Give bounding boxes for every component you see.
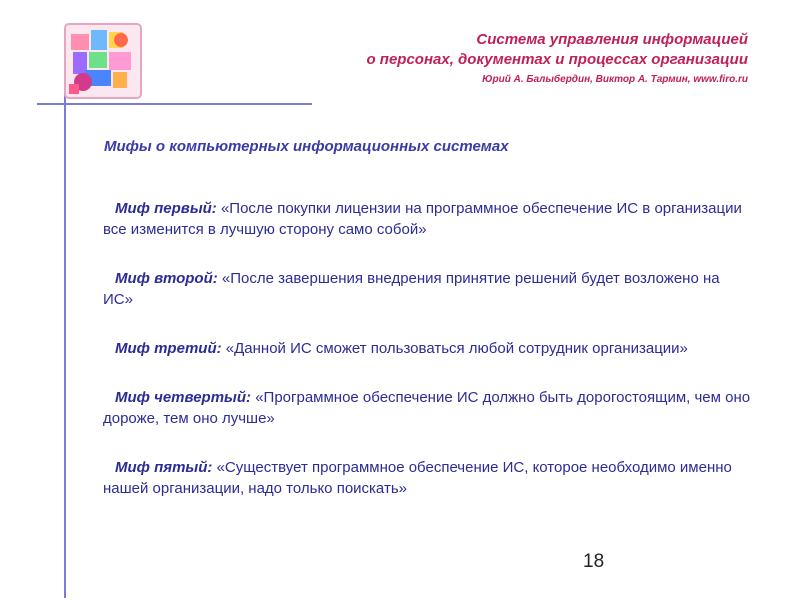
header-title-line1: Система управления информацией <box>476 31 748 48</box>
page-number: 18 <box>583 551 605 572</box>
myth-label: Миф четвертый: <box>115 389 252 406</box>
vertical-rule <box>64 45 66 598</box>
header <box>366 30 748 85</box>
slide-subtitle: Мифы о компьютерных информационных системах <box>104 138 509 155</box>
myth-text: «Существует программное обеспечение ИС, которое необходимо именно нашей организации, надо только поискать» <box>103 459 732 497</box>
myth-item <box>103 198 753 240</box>
myth-text: «После завершения внедрения принятие решений будет возложено на ИС» <box>103 270 720 308</box>
header-title-line2: о персонах, документах и процессах организации <box>366 51 748 68</box>
myth-label: Миф третий: <box>115 340 222 357</box>
myth-item <box>103 268 753 310</box>
myth-item <box>103 338 753 359</box>
myth-label: Миф пятый: <box>115 459 213 476</box>
header-authors: Юрий А. Балыбердин, Виктор А. Тармин, www.firo.ru <box>482 74 748 85</box>
logo-icon <box>63 22 143 100</box>
myth-label: Миф первый: <box>115 200 217 217</box>
myth-item <box>103 387 753 429</box>
myth-text: «После покупки лицензии на программное обеспечение ИС в организации все изменится в лучшую сторону само собой» <box>103 200 742 238</box>
myth-label: Миф второй: <box>115 270 218 287</box>
myths-list <box>103 198 753 527</box>
horizontal-rule <box>37 103 312 105</box>
myth-text: «Данной ИС сможет пользоваться любой сотрудник организации» <box>225 340 688 357</box>
myth-item <box>103 457 753 499</box>
myth-text: «Программное обеспечение ИС должно быть дорогостоящим, чем оно дороже, тем оно лучше» <box>103 389 751 427</box>
